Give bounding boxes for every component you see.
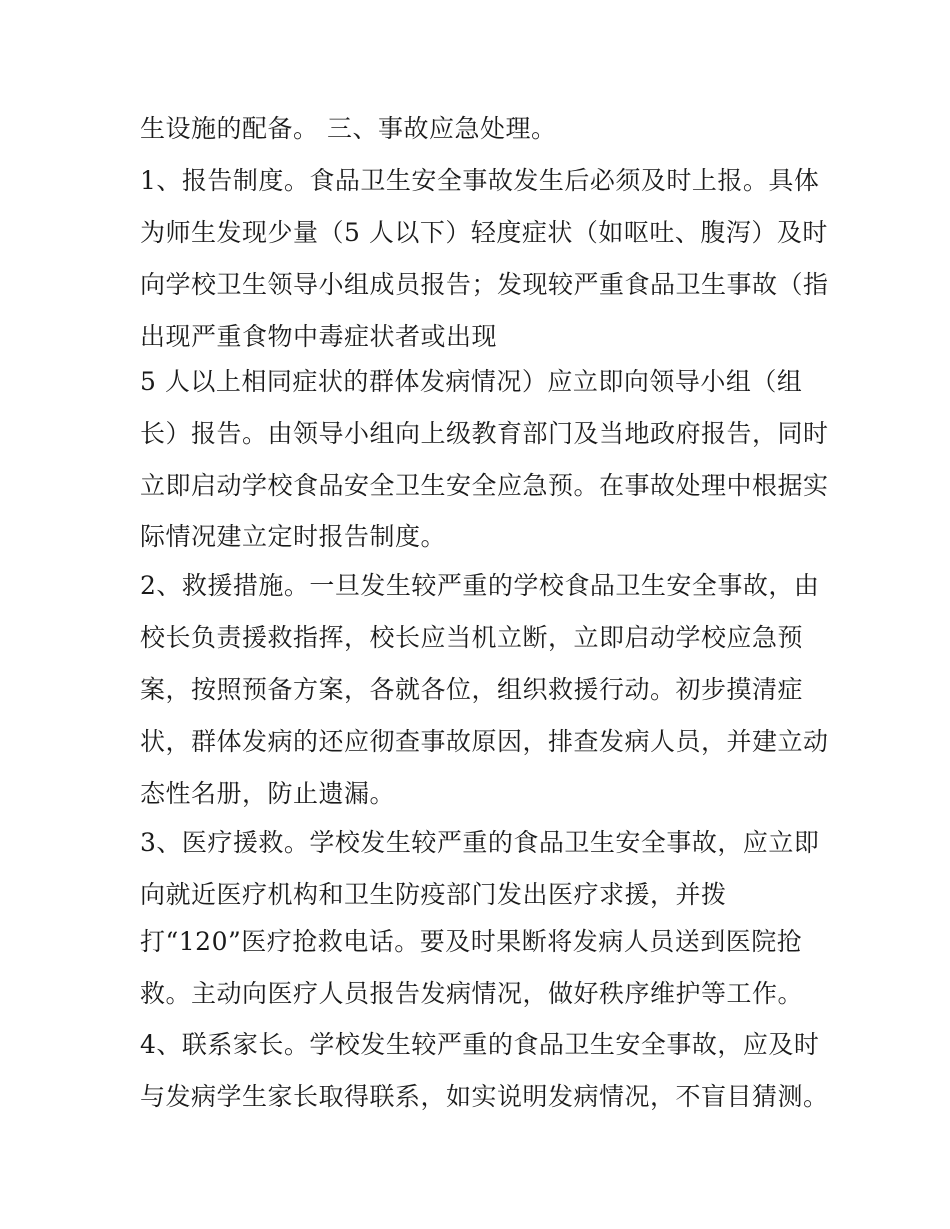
text-line: 与发病学生家长取得联系，如实说明发病情况，不盲目猜测。 bbox=[140, 1082, 829, 1111]
text-line: 生设施的配备。 三、事故应急处理。 bbox=[140, 114, 557, 143]
text-line: 状，群体发病的还应彻查事故原因，排查发病人员，并建立动 bbox=[140, 727, 829, 756]
text-line: 4、联系家长。学校发生较严重的食品卫生安全事故，应及时 bbox=[140, 1030, 820, 1059]
text-line: 打“120”医疗抢救电话。要及时果断将发病人员送到医院抢 bbox=[140, 927, 803, 956]
text-line: 1、报告制度。食品卫生安全事故发生后必须及时上报。具体 bbox=[140, 166, 820, 195]
text-line: 救。主动向医疗人员报告发病情况，做好秩序维护等工作。 bbox=[140, 979, 804, 1008]
text-line: 向学校卫生领导小组成员报告；发现较严重食品卫生事故（指 bbox=[140, 270, 829, 299]
text-line: 向就近医疗机构和卫生防疫部门发出医疗求援，并拨 bbox=[140, 880, 727, 909]
text-line: 5 人以上相同症状的群体发病情况）应立即向领导小组（组 bbox=[140, 367, 803, 396]
text-line: 校长负责援救指挥，校长应当机立断，立即启动学校应急预 bbox=[140, 623, 804, 652]
text-line: 为师生发现少量（5 人以下）轻度症状（如呕吐、腹泻）及时 bbox=[140, 218, 828, 247]
text-line: 3、医疗援救。学校发生较严重的食品卫生安全事故，应立即 bbox=[140, 828, 820, 857]
text-line: 际情况建立定时报告制度。 bbox=[140, 522, 447, 551]
text-line: 立即启动学校食品安全卫生安全应急预。在事故处理中根据实 bbox=[140, 471, 829, 500]
text-line: 出现严重食物中毒症状者或出现 bbox=[140, 322, 498, 351]
text-line: 案，按照预备方案，各就各位，组织救援行动。初步摸清症 bbox=[140, 675, 804, 704]
text-line: 态性名册，防止遗漏。 bbox=[140, 779, 396, 808]
text-line: 长）报告。由领导小组向上级教育部门及当地政府报告，同时 bbox=[140, 419, 829, 448]
text-line: 2、救援措施。一旦发生较严重的学校食品卫生安全事故，由 bbox=[140, 571, 820, 600]
